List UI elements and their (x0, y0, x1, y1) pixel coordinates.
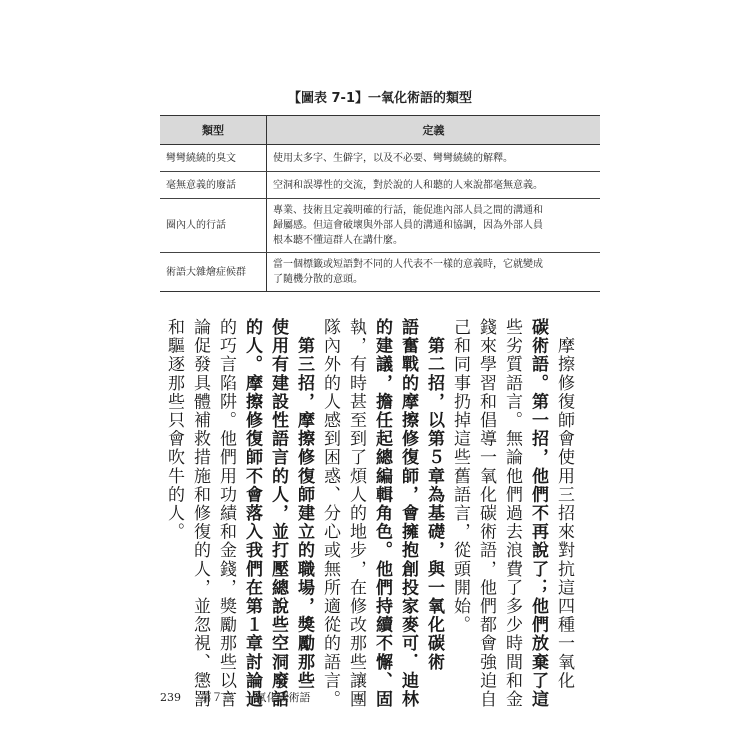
row-type-cell: 彎彎繞繞的臭文 (160, 145, 267, 172)
jargon-types-table (160, 115, 600, 292)
text-column: 和驅逐那些只會吹牛的人。 (164, 318, 184, 542)
definition-line: 專業、技術且定義明確的行話，能促進內部人員之間的溝通和 (273, 205, 543, 216)
text-column: 碳術語。第一招，他們不再說了；他們放棄了這 (528, 318, 548, 709)
definition-line: 歸屬感。但這會破壞與外部人員的溝通和協調，因為外部人員 (273, 220, 543, 231)
table-title: 【圖表 7-1】一氧化術語的類型 (287, 91, 472, 106)
definition-line: 根本聽不懂這群人在講什麼。 (273, 235, 403, 246)
definition-line: 空洞和誤導性的交流，對於說的人和聽的人來說都毫無意義。 (273, 179, 543, 191)
definition-line: 使用太多字、生僻字，以及不必要、彎彎繞繞的解釋。 (273, 152, 513, 164)
definition-line: 了隨機分散的意頭。 (273, 274, 363, 285)
text-column: 己和同事扔掉這些舊語言，從頭開始。 (450, 318, 470, 635)
text-column: 使用有建設性語言的人，並打壓總說些空洞廢話 (268, 318, 288, 709)
text-column: 的巧言陷阱。他們用功績和金錢，獎勵那些以言 (216, 318, 236, 709)
definition-line: 當一個標籤或短語對不同的人代表不一樣的意義時，它就變成 (273, 259, 543, 270)
text-column: 的建議，擔任起總編輯角色。他們持續不懈、固 (372, 318, 392, 709)
row-definition-cell (267, 199, 601, 253)
text-column: 隊內外的人感到困惑、分心或無所適從的語言。 (320, 318, 340, 709)
text-column: 的人。摩擦修復師不會落入我們在第１章討論過 (242, 318, 262, 709)
text-column: 論促發具體補救措施和修復的人，並忽視、懲罰 (190, 318, 210, 709)
table-row (160, 253, 600, 292)
table-row (160, 172, 600, 199)
row-definition-cell (267, 145, 601, 172)
row-definition-cell (267, 172, 601, 199)
row-definition-cell (267, 253, 601, 292)
text-column: 摩擦修復師會使用三招來對抗這四種一氧化 (554, 318, 574, 690)
table-header-row (160, 116, 600, 145)
page-footer (160, 689, 311, 705)
text-column: 第三招，摩擦修復師建立的職場，獎勵那些 (294, 318, 314, 690)
text-column: 第二招，以第５章為基礎，與一氧化碳術 (424, 318, 444, 672)
text-column: 語奮戰的摩擦修復師，會擁抱創投家麥可．迪林 (398, 318, 418, 709)
text-column: 錢來學習和倡導一氧化碳術語，他們都會強迫自 (476, 318, 496, 709)
table-row (160, 145, 600, 172)
text-column: 些劣質語言。無論他們過去浪費了多少時間和金 (502, 318, 522, 709)
column-header-type: 類型 (160, 116, 267, 145)
table-row (160, 199, 600, 253)
row-type-cell: 圈內人的行話 (160, 199, 267, 253)
column-header-definition: 定義 (267, 116, 601, 145)
row-type-cell: 毫無意義的廢話 (160, 172, 267, 199)
chapter-title: 第７章 一氧化碳術語 (200, 691, 311, 704)
row-type-cell: 術語大雜燴症候群 (160, 253, 267, 292)
text-column: 執，有時甚至到了煩人的地步，在修改那些讓團 (346, 318, 366, 709)
page-number: 239 (160, 691, 181, 704)
